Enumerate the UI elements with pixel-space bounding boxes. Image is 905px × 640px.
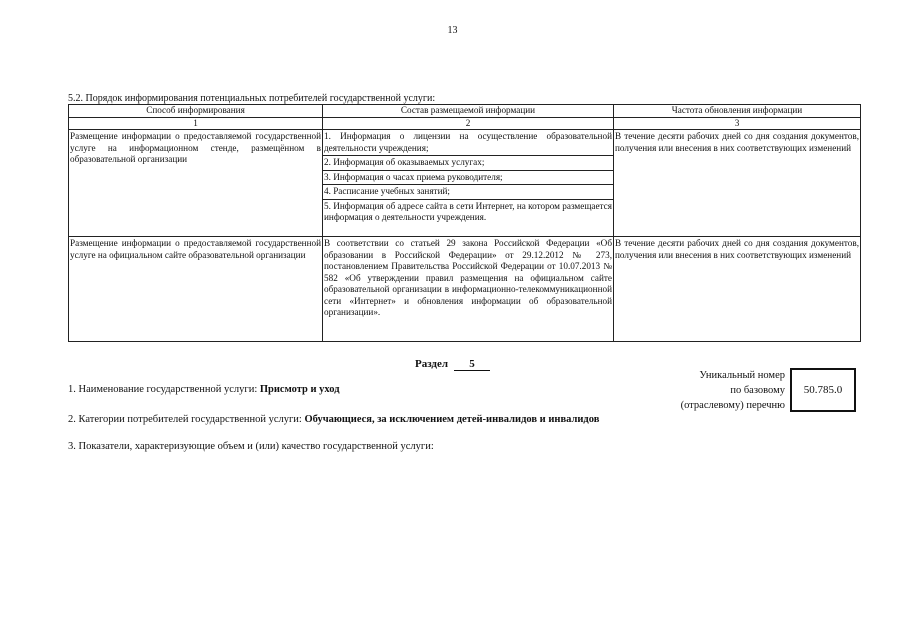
method-cell: Размещение информации о предоставляемой государственной услуге на информационном стенде, размещённом в образовательной организации bbox=[69, 130, 323, 237]
section-intro: 5.2. Порядок информирования потенциальных потребителей государственной услуги: bbox=[68, 93, 436, 104]
column-number: 2 bbox=[323, 117, 614, 130]
unique-number-label bbox=[645, 368, 785, 413]
column-number: 1 bbox=[69, 117, 323, 130]
content-line: 1. Информация о лицензии на осуществление образовательной деятельности учреждения; bbox=[323, 130, 613, 156]
information-table bbox=[68, 104, 861, 342]
header-content: Состав размещаемой информации bbox=[323, 105, 614, 118]
header-method: Способ информирования bbox=[69, 105, 323, 118]
content-line: 3. Информация о часах приема руководителя; bbox=[323, 171, 613, 186]
section-number: 5 bbox=[454, 358, 490, 371]
table-row bbox=[69, 237, 861, 342]
frequency-cell: В течение десяти рабочих дней со дня создания документов, получения или внесения в них соответствующих изменений bbox=[614, 130, 861, 237]
consumer-category-value: Обучающиеся, за исключением детей-инвалидов и инвалидов bbox=[304, 414, 600, 425]
consumer-category-label: 2. Категории потребителей государственной услуги: bbox=[68, 414, 302, 425]
service-name-label: 1. Наименование государственной услуги: bbox=[68, 384, 258, 395]
table-header-row bbox=[69, 105, 861, 118]
table-row bbox=[69, 130, 861, 237]
method-cell: Размещение информации о предоставляемой государственной услуге на официальном сайте образовательной организации bbox=[69, 237, 323, 342]
content-line: 2. Информация об оказываемых услугах; bbox=[323, 156, 613, 171]
unique-number-box bbox=[790, 368, 856, 412]
content-cell: В соответствии со статьей 29 закона Российской Федерации «Об образовании в Российской Федерации» от 29.12.2012 № 273, постановлением Правительства Российской Федерации от 10.07.2013 № 582 «Об утверждении правил размещения на официальном сайте образовательной организации в информационно-телекоммуникационной сети «Интернет» и обновления информации об образовательной организации». bbox=[323, 237, 614, 342]
column-number: 3 bbox=[614, 117, 861, 130]
unique-number-label-line: (отраслевому) перечню bbox=[680, 400, 785, 411]
frequency-cell: В течение десяти рабочих дней со дня создания документов, получения или внесения в них соответствующих изменений bbox=[614, 237, 861, 342]
content-line: 4. Расписание учебных занятий; bbox=[323, 185, 613, 200]
content-line: 5. Информация об адресе сайта в сети Интернет, на котором размещается информация о деятельности учреждения. bbox=[324, 200, 612, 222]
service-name-line bbox=[68, 384, 340, 395]
unique-number-value: 50.785.0 bbox=[803, 384, 843, 396]
indicators-line: 3. Показатели, характеризующие объем и (или) качество государственной услуги: bbox=[68, 441, 434, 452]
page-number: 13 bbox=[447, 25, 458, 36]
unique-number-label-line: по базовому bbox=[730, 385, 785, 396]
consumer-category-line bbox=[68, 414, 599, 425]
content-cell bbox=[323, 130, 614, 237]
column-number-row bbox=[69, 117, 861, 130]
unique-number-label-line: Уникальный номер bbox=[699, 370, 785, 381]
service-name-value: Присмотр и уход bbox=[259, 384, 340, 395]
header-frequency: Частота обновления информации bbox=[614, 105, 861, 118]
section-label: Раздел bbox=[414, 358, 449, 370]
